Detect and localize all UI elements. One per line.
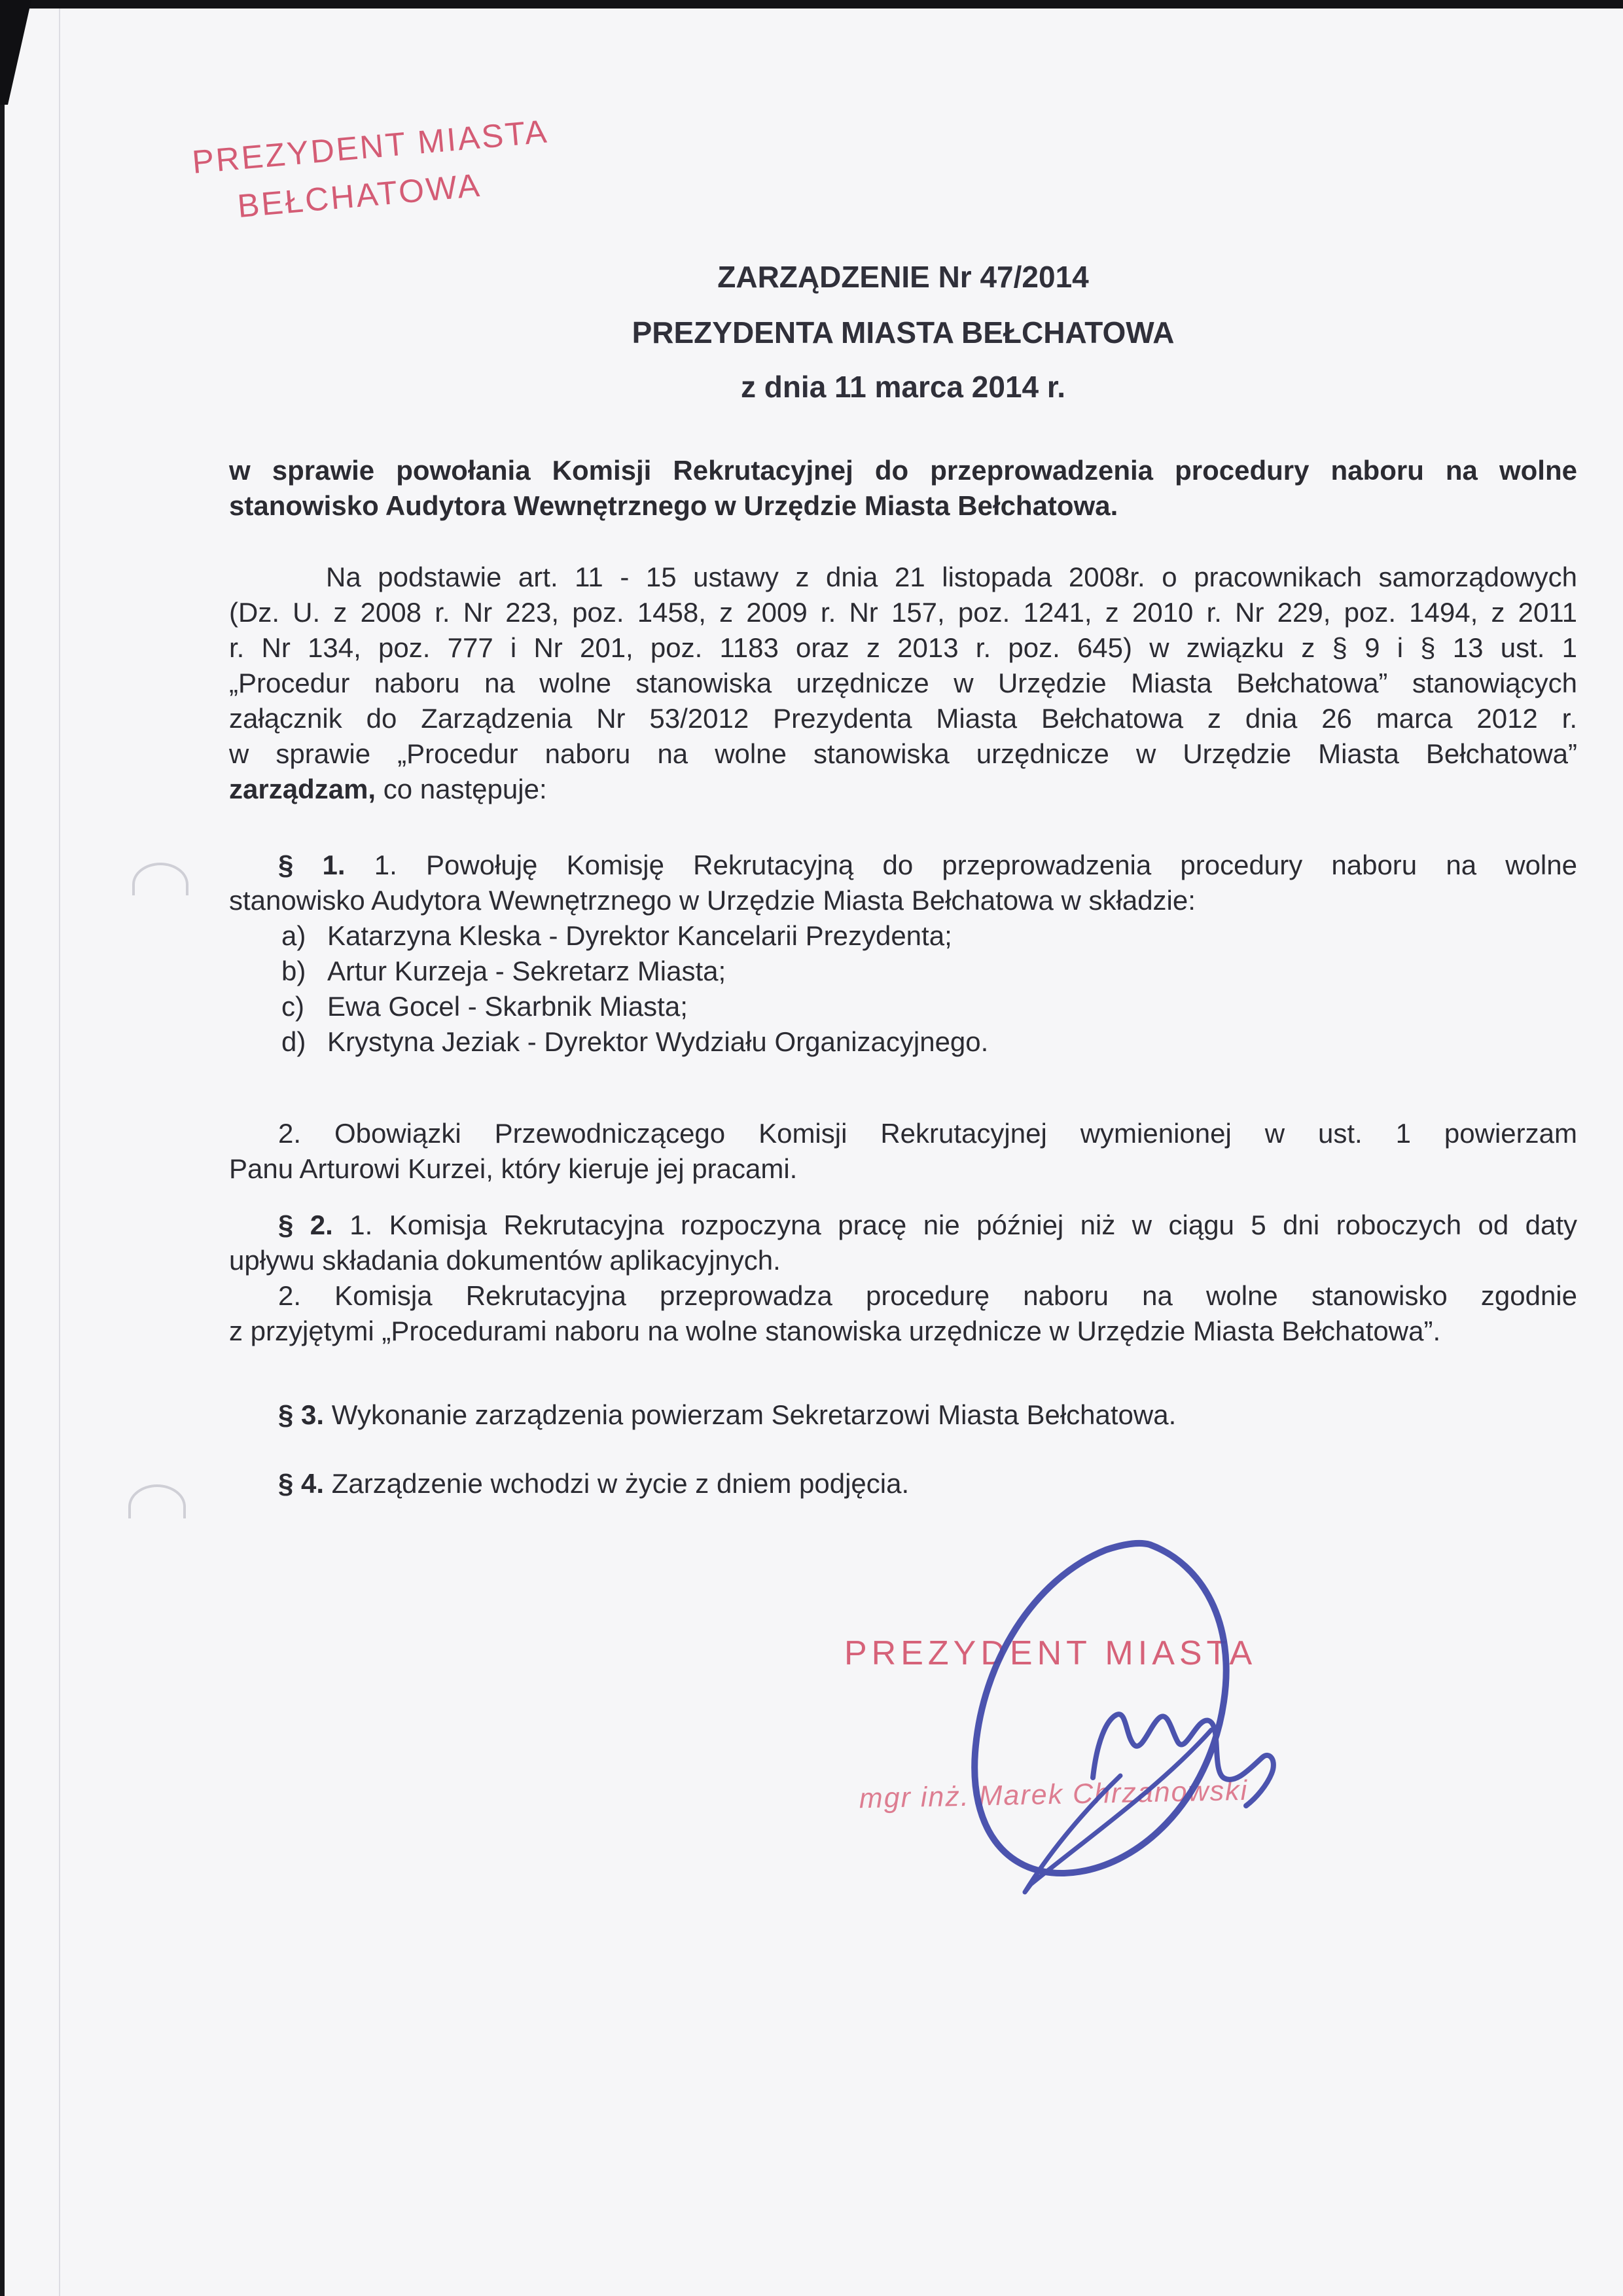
paper-edge-line [59, 9, 60, 2296]
text-line: 2. Komisja Rekrutacyjna przeprowadza procedurę naboru na wolne stanowisko zgodnie [278, 1280, 1577, 1311]
list-item-marker: c) [281, 991, 304, 1022]
text-line: Panu Arturowi Kurzei, który kieruje jej pracami. [229, 1153, 798, 1184]
list-item [229, 954, 1577, 989]
title-date: z dnia 11 marca 2014 r. [740, 370, 1066, 404]
section-2 [229, 1208, 1577, 1349]
text-line [229, 1208, 1577, 1243]
legal-basis-paragraph [229, 560, 1577, 807]
subject-paragraph [229, 453, 1577, 524]
section-3-head: § 3. [278, 1399, 325, 1430]
title-issuer: PREZYDENTA MIASTA BEŁCHATOWA [632, 315, 1175, 350]
ordering-rest: co następuje: [376, 774, 547, 804]
office-stamp-line1: PREZYDENT MIASTA [190, 113, 550, 181]
section-1-text: 1. Powołuję Komisję Rekrutacyjną do przeprowadzenia procedury naboru na wolne [345, 850, 1577, 880]
list-item-text: Ewa Gocel - Skarbnik Miasta; [327, 991, 688, 1022]
list-item [229, 989, 1577, 1024]
paper-fold-mark [128, 1484, 186, 1518]
text-line [229, 848, 1577, 883]
section-4 [229, 1466, 1577, 1501]
section-1-head: § 1. [278, 850, 346, 880]
text-line: upływu składania dokumentów aplikacyjnych. [229, 1245, 781, 1276]
text-line: z przyjętymi „Procedurami naboru na wolne stanowiska urzędnicze w Urzędzie Miasta Bełchatowa”. [229, 1316, 1441, 1346]
document-title [229, 260, 1577, 403]
document-body [229, 453, 1577, 1501]
committee-member-list [229, 918, 1577, 1060]
text-line: w sprawie powołania Komisji Rekrutacyjnej do przeprowadzenia procedury naboru na wolne [229, 455, 1577, 486]
text-line: w sprawie „Procedur naboru na wolne stanowiska urzędnicze w Urzędzie Miasta Bełchatowa” [229, 738, 1577, 769]
section-4-text: Zarządzenie wchodzi w życie z dniem podjęcia. [324, 1468, 910, 1499]
signature-stamp-title: PREZYDENT MIASTA [844, 1634, 1257, 1672]
paper-fold-mark [132, 863, 188, 895]
signature-stamp-name: mgr inż. Marek Chrzanowski [859, 1774, 1249, 1815]
office-stamp-header [190, 110, 550, 234]
section-2-text: 1. Komisja Rekrutacyjna rozpoczyna pracę nie później niż w ciągu 5 dni roboczych od daty [332, 1210, 1577, 1240]
signature-loop [974, 1543, 1226, 1873]
list-item-text: Artur Kurzeja - Sekretarz Miasta; [327, 956, 726, 986]
office-stamp-line2: BEŁCHATOWA [236, 166, 483, 225]
scan-edge-left [0, 0, 5, 2296]
list-item-marker: d) [281, 1026, 306, 1057]
text-line: załącznik do Zarządzenia Nr 53/2012 Prezydenta Miasta Bełchatowa z dnia 26 marca 2012 r. [229, 703, 1577, 734]
text-line: Na podstawie art. 11 - 15 ustawy z dnia 21 listopada 2008r. o pracownikach samorządowych [326, 562, 1577, 592]
list-item [229, 918, 1577, 954]
text-line: r. Nr 134, poz. 777 i Nr 201, poz. 1183 oraz z 2013 r. poz. 645) w związku z § 9 i § 13 ust. 1 [229, 632, 1577, 663]
section-3-text: Wykonanie zarządzenia powierzam Sekretarzowi Miasta Bełchatowa. [324, 1399, 1177, 1430]
ordering-word: zarządzam, [229, 774, 376, 804]
text-line: 2. Obowiązki Przewodniczącego Komisji Rekrutacyjnej wymienionej w ust. 1 powierzam [278, 1118, 1577, 1149]
section-1-paragraph-2 [229, 1116, 1577, 1187]
list-item-text: Krystyna Jeziak - Dyrektor Wydziału Organizacyjnego. [327, 1026, 989, 1057]
text-line: (Dz. U. z 2008 r. Nr 223, poz. 1458, z 2009 r. Nr 157, poz. 1241, z 2010 r. Nr 229, poz. 1494, z 2011 [229, 597, 1577, 628]
text-line: stanowisko Audytora Wewnętrznego w Urzędzie Miasta Bełchatowa. [229, 490, 1118, 521]
list-item-text: Katarzyna Kleska - Dyrektor Kancelarii Prezydenta; [327, 920, 952, 951]
section-3 [229, 1397, 1577, 1433]
section-4-head: § 4. [278, 1468, 325, 1499]
text-line: „Procedur naboru na wolne stanowiska urzędnicze w Urzędzie Miasta Bełchatowa” stanowiących [229, 668, 1577, 698]
list-item-marker: a) [281, 920, 306, 951]
section-2-head: § 2. [278, 1210, 333, 1240]
scan-edge-top [0, 0, 1623, 9]
section-1 [229, 848, 1577, 1060]
text-line: stanowisko Audytora Wewnętrznego w Urzędzie Miasta Bełchatowa w składzie: [229, 885, 1196, 916]
list-item-marker: b) [281, 956, 306, 986]
title-order-number: ZARZĄDZENIE Nr 47/2014 [717, 260, 1089, 294]
scan-edge-corner [0, 0, 31, 105]
list-item [229, 1024, 1577, 1060]
text-line [229, 772, 1577, 807]
